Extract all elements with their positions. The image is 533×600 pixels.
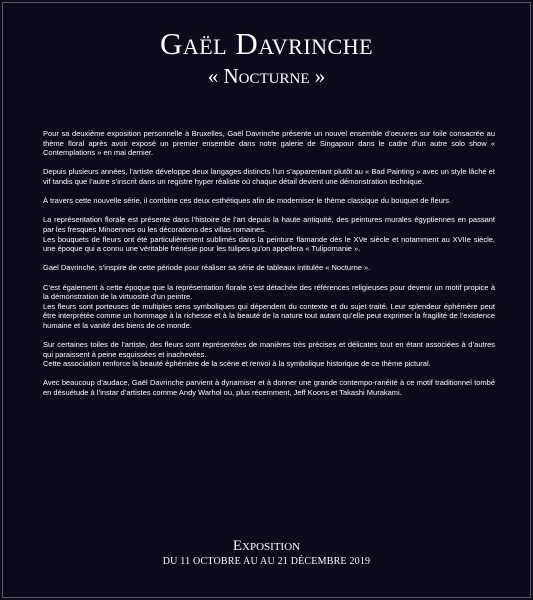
paragraph-languages: Depuis plusieurs années, l’artiste développe deux langages distincts l’un s’apparentant plutôt au « Bad Painting » avec un style lâché et vif tandis que l’autre s’inscrit dans un registre hyper réaliste où chaque détail devient une démonstration technique. xyxy=(43,167,495,186)
paragraph-intro: Pour sa deuxième exposition personnelle à Bruxelles, Gaël Davrinche présente un nouvel ensemble d’oeuvres sur toile consacrée au thème floral après avoir exposé un premier ensemble dans notre galerie de Singapour dans le cadre d’un autre solo show « Contemplations » en mai dernier. xyxy=(43,129,495,158)
exhibition-dates: DU 11 OCTOBRE AU AU 21 DÉCEMBRE 2019 xyxy=(162,556,371,567)
exhibition-label: Exposition xyxy=(232,538,301,554)
press-text xyxy=(43,129,495,407)
exhibition-title: « Nocturne » xyxy=(207,64,326,88)
paragraph-technique: Sur certaines toiles de l’artiste, des fleurs sont représentées de manières très précises et délicates tout en étant associées à d’autres qui paraissent à peine esquissées et inachevées. Cette association renforce la beauté éphémère de la scène et renvoi à la symbolique historique de ce thème pictural. xyxy=(43,340,495,369)
paragraph-history: La représentation florale est présente dans l’histoire de l’art depuis la haute antiquité, des peintures murales égyptiennes en passant par les fresques Minoennes ou les décorations des villas romaines. Les bouquets de fleurs ont été particulièrement sublimés dans la peinture flamande dès le XVe siècle et notamment au XVIIe siècle, une époque qui a connu une véritable frénésie pour les tulipes qu’on appellera « Tulipomanie ». xyxy=(43,215,495,254)
paragraph-inspiration: Gael Davrinche, s’inspire de cette période pour réaliser sa série de tableaux intitulée « Nocturne ». xyxy=(43,263,371,273)
paragraph-series: À travers cette nouvelle série, il combine ces deux esthétiques afin de moderniser le thème classique du bouquet de fleurs. xyxy=(43,196,452,206)
paragraph-conclusion: Avec beaucoup d’audace, Gaël Davrinche parvient à dynamiser et à donner une grande contempo-ranéité à ce motif traditionnel tombé en désuétude à l’instar d’artistes comme Andy Warhol ou, plus récemment, Jeff Koons et Takashi Murakami. xyxy=(43,378,495,398)
paragraph-symbolism: C’est également à cette époque que la représentation florale s’est détachée des références religieuses pour devenir un motif propice à la démonstration de la virtuosité d’un peintre. Les fleurs sont porteuses de multiples sens symboliques qui dépendent du contexte et du sujet traité. Leur splendeur éphémère peut être interprétée comme un hommage à la richesse et à la beauté de la nature tout autant qu’elle peut exprimer la fragilité de l’existence humaine et la vanité des biens de ce monde. xyxy=(43,282,495,330)
artist-name-heading: Gaël Davrinche xyxy=(159,26,374,61)
